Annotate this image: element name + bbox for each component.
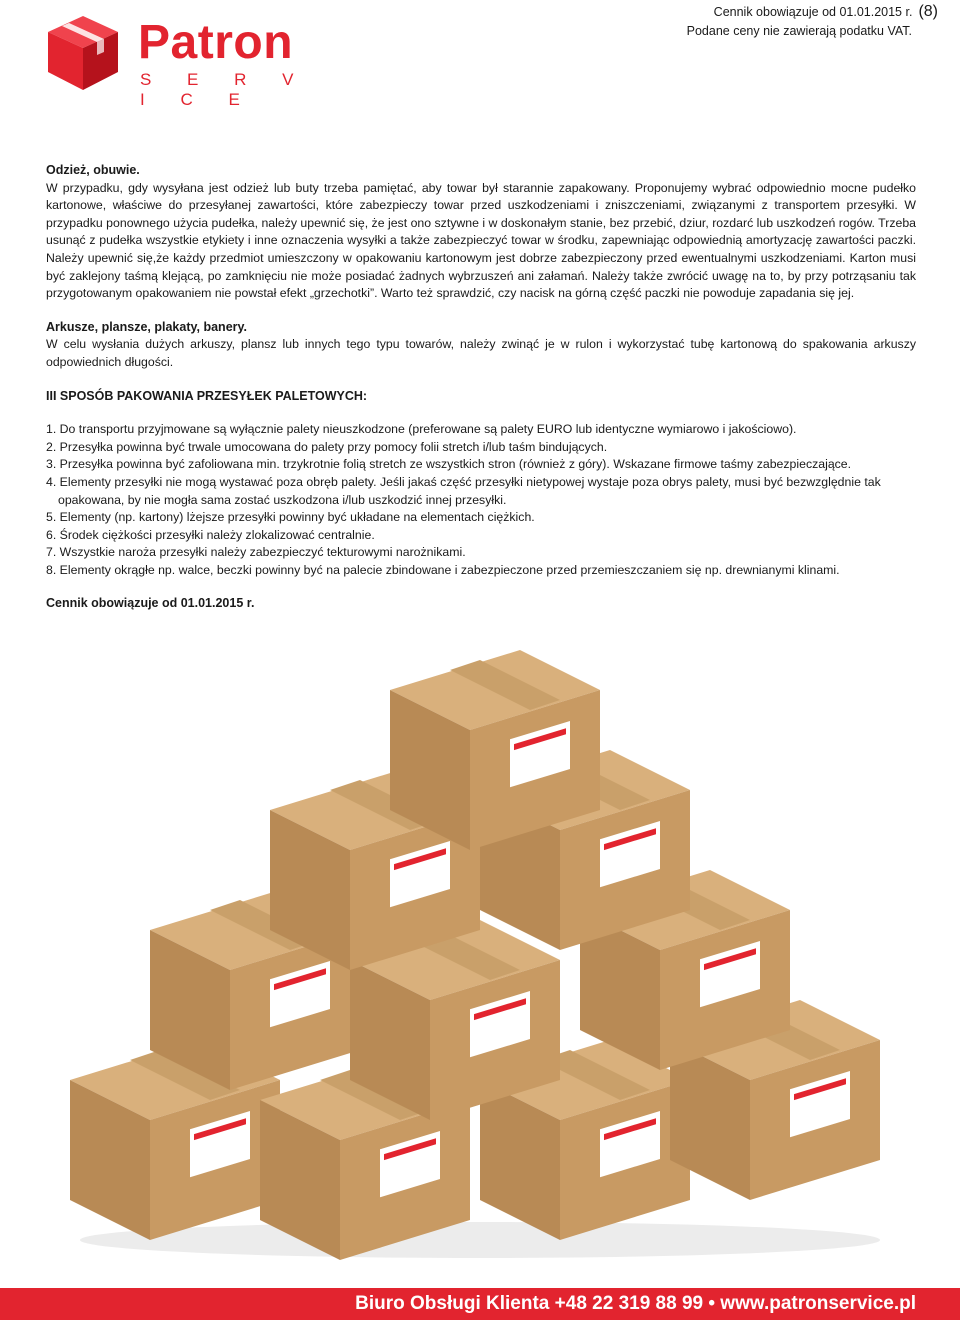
section-body-clothing: W przypadku, gdy wysyłana jest odzież lub buty trzeba pamiętać, aby towar był starannie zapakowany. Proponujemy wybrać odpowiednio mocne pudełko kartonowe, właściwe do przesyłanej zawartości, które zabezpieczy towar przed uszkodzeniami i zniszczeniami, związanymi z transportem przesyłki. W przypadku ponownego użycia pudełka, należy upewnić się, że jest ono sztywne i w doskonałym stanie, bez przebić, dziur, rozdarć lub uszkodzeń rogów. Trzeba usunąć z pudełka wszystkie etykiety i inne oznaczenia wysyłki a także zabezpieczyć towar w środku, zapewniając odpowiednią amortyzację zawartości paczki. Należy upewnić się,że każdy przedmiot umieszczony w opakowaniu kartonowym jest dobrze zabezpieczony przed ewentualnymi uszkodzeniami. Karton musi być zaklejony taśmą klejącą, po zamknięciu nie może posiadać żadnych wybrzuszeń ani załamań. Należy także zwrócić uwagę na to, by przy potrząsaniu tak przygotowanym opakowaniem nie powstał efekt „grzechotki”. Warto też sprawdzić, czy nacisk na górną część paczki nie powoduje zapadania się jej.	[46, 180, 916, 301]
footer-contact: Biuro Obsługi Klienta +48 22 319 88 99 • www.patronservice.pl	[355, 1293, 916, 1314]
main-content	[46, 162, 916, 613]
list-item: 7. Wszystkie naroża przesyłki należy zabezpieczyć tekturowymi narożnikami.	[46, 545, 466, 560]
section-title-sheets: Arkusze, plansze, plakaty, banery.	[46, 319, 248, 334]
logo-wordmark: Patron	[138, 16, 294, 69]
cube-logo-icon	[44, 12, 122, 94]
section-title-clothing: Odzież, obuwie.	[46, 163, 140, 177]
validity-note: Cennik obowiązuje od 01.01.2015 r.	[713, 5, 913, 19]
logo-subtitle: S E R V I C E	[140, 70, 309, 109]
section-title-pallets: III SPOSÓB PAKOWANIA PRZESYŁEK PALETOWYCH:	[46, 388, 368, 403]
vat-note: Podane ceny nie zawierają podatku VAT.	[686, 24, 912, 38]
section-body-sheets: W celu wysłania dużych arkuszy, plansz lub innych tego typu towarów, należy zwinąć je w rulon i wykorzystać tubę kartonową do spakowania arkuszy odpowiednich długości.	[46, 337, 916, 369]
patron-service-logo	[44, 12, 314, 109]
closing-validity: Cennik obowiązuje od 01.01.2015 r.	[46, 596, 255, 611]
list-item: 1. Do transportu przyjmowane są wyłącznie palety nieuszkodzone (preferowane są palety EURO lub identyczne wymiarowo i jakościowo).	[46, 422, 797, 437]
pallet-rules-list	[46, 421, 916, 579]
list-item: 5. Elementy (np. kartony) lżejsze przesyłki powinny być układane na elementach ciężkich.	[46, 510, 535, 525]
list-item: 8. Elementy okrągłe np. walce, beczki powinny być na palecie zbindowane i zabezpieczone przed przemieszczaniem się np. drewnianymi klinami.	[46, 562, 840, 577]
list-item: 4. Elementy przesyłki nie mogą wystawać poza obręb palety. Jeśli jakaś część przesyłki nietypowej wystaje poza obrys palety, musi być bezwzględnie tak opakowana, by nie mogła sama zostać uszkodzona i/lub uszkodzić innej przesyłki.	[46, 474, 881, 507]
page-number: (8)	[918, 3, 938, 20]
list-item: 2. Przesyłka powinna być trwale umocowana do palety przy pomocy folii stretch i/lub taśm bindujących.	[46, 439, 608, 454]
header-info	[687, 2, 938, 41]
list-item: 6. Środek ciężkości przesyłki należy zlokalizować centralnie.	[46, 527, 375, 542]
cardboard-boxes-image	[60, 640, 900, 1260]
list-item: 3. Przesyłka powinna być zafoliowana min. trzykrotnie folią stretch ze wszystkich stron (również z góry). Wskazane firmowe taśmy zabezpieczające.	[46, 457, 852, 472]
footer-bar	[0, 1288, 960, 1320]
